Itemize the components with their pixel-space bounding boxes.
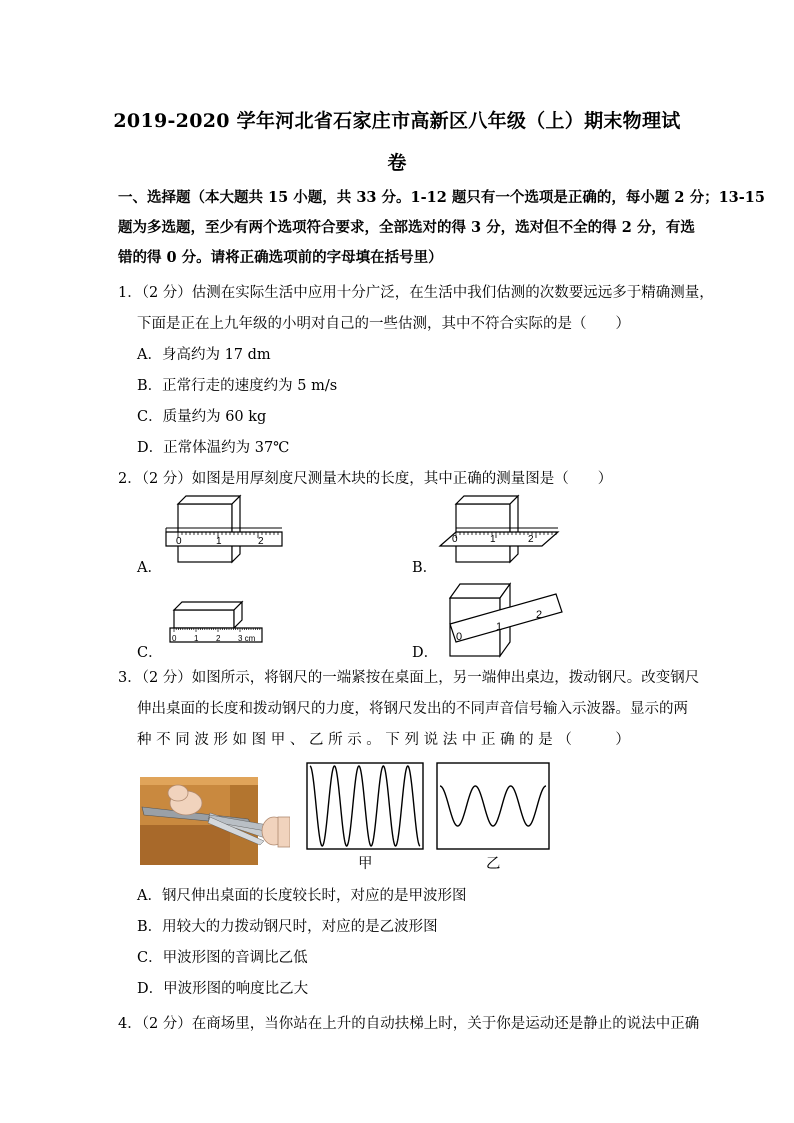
waveform-yi-label: 乙 (486, 856, 501, 872)
question-3-option-c: C．甲波形图的音调比乙低 (137, 950, 308, 966)
question-1-option-b: B．正常行走的速度约为 5 m/s (137, 378, 338, 394)
figure-b-label: B． (412, 560, 438, 576)
question-3-text-cont: 种 不 同 波 形 如 图 甲 、 乙 所 示 。 下 列 说 法 中 正 确 的 是 （ ） (137, 732, 630, 748)
question-4-text: 4．（2 分）在商场里，当你站在上升的自动扶梯上时，关于你是运动还是静止的说法中正确 (118, 1016, 700, 1032)
waveform-jia-label: 甲 (358, 856, 373, 872)
waveform-jia (306, 762, 424, 850)
page-title: 2019-2020 学年河北省石家庄市高新区八年级（上）期末物理试 (113, 110, 681, 132)
question-1-text-cont: 下面是正在上九年级的小明对自己的一些估测，其中不符合实际的是（ ） (137, 316, 630, 332)
figure-a-ruler-block (164, 492, 294, 572)
figure-a-tick: 2 (258, 536, 264, 547)
figure-a-label: A． (137, 560, 162, 576)
question-3-option-b: B．用较大的力拨动钢尺时，对应的是乙波形图 (137, 919, 438, 935)
figure-d-label: D． (412, 645, 439, 661)
figure-b-tick: 1 (490, 534, 496, 545)
question-3-text-cont: 伸出桌面的长度和拨动钢尺的力度，将钢尺发出的不同声音信号输入示波器。显示的两 (137, 701, 688, 717)
figure-c-tick: 3 cm (238, 634, 256, 643)
figure-b-ruler-block (436, 492, 566, 572)
question-1-text: 1．（2 分）估测在实际生活中应用十分广泛，在生活中我们估测的次数要远远多于精确测量， (118, 285, 714, 301)
figure-d-tick: 2 (536, 609, 543, 621)
figure-d-ruler-block (436, 578, 566, 662)
figure-a-tick: 1 (216, 536, 222, 547)
question-1-option-a: A．身高约为 17 dm (137, 347, 271, 363)
figure-c-tick: 1 (194, 634, 199, 643)
question-3-text: 3．（2 分）如图所示，将钢尺的一端紧按在桌面上，另一端伸出桌边，拨动钢尺。改变钢尺 (118, 670, 700, 686)
figure-c-tick: 0 (172, 634, 177, 643)
page-title-continued: 卷 (387, 152, 407, 174)
figure-d-tick: 1 (496, 621, 503, 633)
figure-c-tick: 2 (216, 634, 221, 643)
steel-ruler-illustration (140, 773, 290, 865)
figure-c-ruler-block (164, 598, 274, 660)
section-header-line: 题为多选题，至少有两个选项符合要求，全部选对的得 3 分，选对但不全的得 2 分，有选 (118, 219, 695, 236)
question-3-option-d: D．甲波形图的响度比乙大 (137, 981, 309, 997)
figure-b-tick: 2 (528, 534, 534, 545)
figure-d-tick: 0 (456, 631, 463, 643)
figure-c-label: C． (137, 645, 163, 661)
question-1-option-c: C．质量约为 60 kg (137, 409, 267, 425)
question-3-option-a: A．钢尺伸出桌面的长度较长时，对应的是甲波形图 (137, 888, 467, 904)
section-header-line: 一、选择题（本大题共 15 小题，共 33 分。1-12 题只有一个选项是正确的，每小题 2 分；13-15 (118, 189, 765, 206)
figure-b-tick: 0 (452, 534, 458, 545)
question-1-option-d: D．正常体温约为 37℃ (137, 440, 290, 456)
figure-a-tick: 0 (176, 536, 182, 547)
section-header-line: 错的得 0 分。请将正确选项前的字母填在括号里） (118, 249, 443, 266)
waveform-yi (436, 762, 550, 850)
question-2-text: 2．（2 分）如图是用厚刻度尺测量木块的长度，其中正确的测量图是（ ） (118, 471, 613, 487)
